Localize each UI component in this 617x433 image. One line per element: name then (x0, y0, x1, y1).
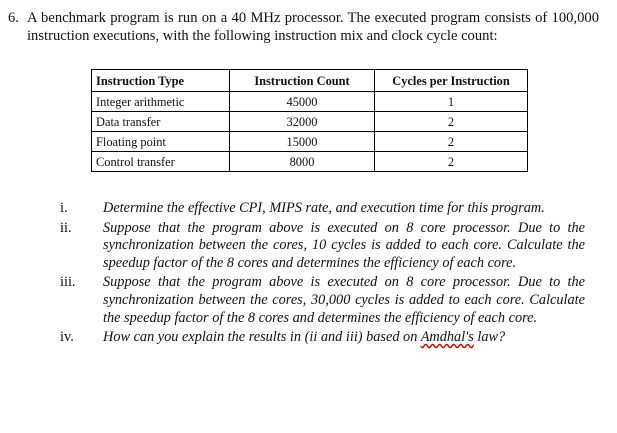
table-row (92, 92, 528, 112)
instruction-mix-table (91, 69, 528, 172)
cell-cycles: 2 (375, 152, 528, 172)
table-row (92, 132, 528, 152)
cell-cycles: 1 (375, 92, 528, 112)
question-stem: A benchmark program is run on a 40 MHz processor. The executed program consists of 100,000 instruction executions, with the following instruction mix and clock cycle count: (27, 10, 599, 44)
cell-type: Data transfer (92, 112, 230, 132)
cell-count: 15000 (230, 132, 375, 152)
subquestion-text: Suppose that the program above is executed on 8 core processor. Due to the synchronization between the cores, 30,000 cycles is added to each core. Calculate the speedup factor of the 8 cores and determines the efficiency of each core. (103, 274, 585, 326)
subquestion-text: Determine the effective CPI, MIPS rate, and execution time for this program. (103, 200, 545, 216)
subquestion-text (103, 329, 585, 347)
cell-type: Floating point (92, 132, 230, 152)
table-row (92, 112, 528, 132)
header-instruction-type: Instruction Type (92, 70, 230, 92)
cell-count: 8000 (230, 152, 375, 172)
subquestion-number: iii. (60, 274, 76, 291)
subquestion-number: i. (60, 200, 68, 216)
table-row (92, 152, 528, 172)
cell-cycles: 2 (375, 132, 528, 152)
cell-count: 45000 (230, 92, 375, 112)
spellcheck-flagged-word: Amdhal's (420, 329, 474, 346)
subquestion-ii (0, 220, 617, 273)
subquestion-text: Suppose that the program above is executed on 8 core processor. Due to the synchronization between the cores, 10 cycles is added to each core. Calculate the speedup factor of the 8 cores and determines the efficiency of each core. (103, 219, 585, 271)
subquestion-text-after: law? (473, 329, 506, 346)
subquestion-list (0, 200, 617, 349)
cell-count: 32000 (230, 112, 375, 132)
subquestion-number: ii. (60, 219, 72, 236)
header-instruction-count: Instruction Count (230, 70, 375, 92)
cell-type: Integer arithmetic (92, 92, 230, 112)
subquestion-text-before: How can you explain the results in (ii and iii) based on (103, 329, 421, 346)
subquestion-i (0, 200, 617, 218)
header-cycles-per-instruction: Cycles per Instruction (375, 70, 528, 92)
subquestion-iii (0, 274, 617, 327)
question-block (8, 10, 608, 45)
table-header-row (92, 70, 528, 92)
cell-cycles: 2 (375, 112, 528, 132)
subquestion-iv (0, 329, 617, 347)
cell-type: Control transfer (92, 152, 230, 172)
question-number: 6. (8, 10, 19, 26)
subquestion-number: iv. (60, 329, 74, 346)
